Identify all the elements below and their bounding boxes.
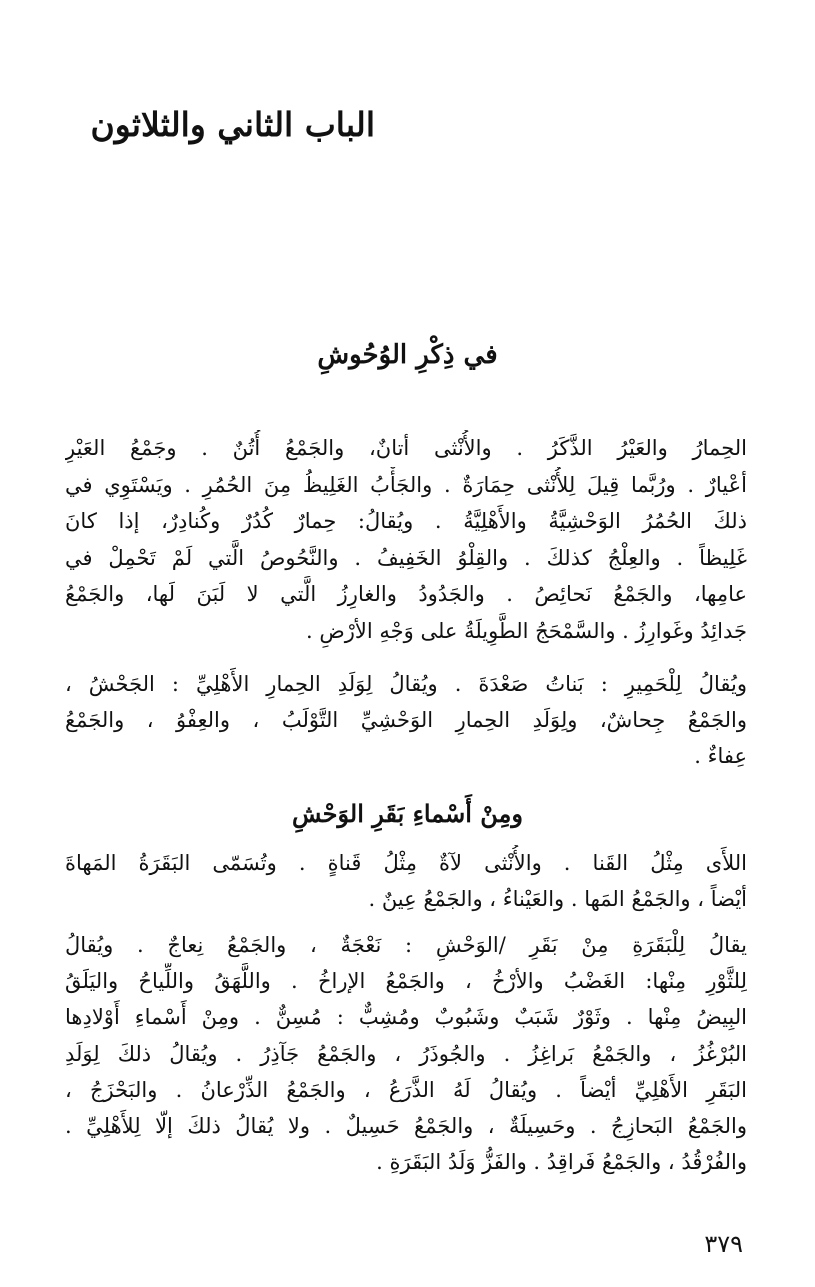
paragraph-line: غَلِيظاً . والعِلْجُ كذلكَ . والقِلْوُ الخَفِيفُ . والنَّحُوصُ الَّتي لَمْ تَحْمِلْ في: [65, 545, 747, 570]
paragraph-line: لِلثَّوْرِ مِنْها: الغَضْبُ والأرْخُ ، والجَمْعُ الإراخُ . واللَّهَقُ واللِّياحُ واليَلَقُ: [65, 969, 747, 994]
paragraph-line: عِفاءٌ .: [694, 744, 747, 768]
paragraph-line: الحِمارُ والعَيْرُ الذَّكَرُ . والأُنْثى أتانٌ، والجَمْعُ أُتُنٌ . وجَمْعُ العَيْرِ: [65, 436, 747, 460]
paragraph-line: والجَمْعُ جِحاشٌ، ولِوَلَدِ الحِمارِ الوَحْشِيِّ التَّوْلَبُ ، والعِفْوُ ، والجَمْعُ: [65, 708, 747, 732]
paragraph-line: ويُقالُ لِلْحَمِيرِ : بَناتُ صَعْدَةَ . ويُقالُ لِوَلَدِ الحِمارِ الأَهْلِيِّ : الجَحْشُ ،: [65, 672, 747, 696]
paragraph-3: [65, 845, 747, 917]
paragraph-line: اللأَى مِثْلُ القَنا . والأُنْثى لآةٌ مِثْلُ قَناةٍ . وتُسَمّى البَقَرَةُ المَهاةَ: [65, 851, 747, 875]
paragraph-line: يقالُ لِلْبَقَرَةِ مِنْ بَقَرِ /الوَحْشِ : نَعْجَةٌ ، والجَمْعُ نِعاجٌ . ويُقالُ: [65, 933, 747, 957]
paragraph-line: البَقَرِ الأَهْلِيِّ أيْضاً . ويُقالُ لَهُ الذَّرَعُ ، والجَمْعُ الذِّرْعانُ . والبَحْزَجُ ،: [65, 1077, 747, 1102]
paragraph-line: جَدائِدُ وغَوارِزُ . والسَّمْحَجُ الطَّوِيلَةُ على وَجْهِ الأرْضِ .: [306, 618, 747, 643]
paragraph-line: أيْضاً ، والجَمْعُ المَها . والعَيْناءُ ، والجَمْعُ عِينٌ .: [368, 887, 747, 911]
paragraph-line: البِيضُ مِنْها . وثَوْرٌ شَبَبٌ وشَبُوبٌ ومُشِبٌّ : مُسِنٌّ . ومِنْ أَسْماءِ أَوْلادِها: [65, 1005, 747, 1030]
chapter-title: الباب الثاني والثلاثون: [90, 105, 375, 144]
subsection-title: ومِنْ أَسْماءِ بَقَرِ الوَحْشِ: [292, 799, 523, 828]
paragraph-line: أعْيارٌ . ورُبَّما قِيلَ لِلأُنْثى حِمَارَةٌ . والجَأْبُ الغَلِيظُ مِنَ الحُمُرِ . ويَسْتَوِي في: [65, 472, 747, 497]
paragraph-line: عامِها، والجَمْعُ نَحائِصُ . والجَدُودُ والغارِزُ الَّتي لا لَبَنَ لَها، والجَمْعُ: [65, 582, 747, 606]
paragraph-line: والفُرْقُدُ ، والجَمْعُ فَراقِدُ . والفَزُّ وَلَدُ البَقَرَةِ .: [376, 1150, 747, 1175]
paragraph-1: [65, 430, 747, 649]
section-title: في ذِكْرِ الوُحُوشِ: [317, 340, 498, 370]
paragraph-line: ذلكَ الحُمُرُ الوَحْشِيَّةُ والأَهْلِيَّةُ . ويُقالُ: حِمارٌ كُدُرٌ وكُنادِرٌ، إذا كانَ: [65, 509, 747, 533]
paragraph-2: [65, 666, 747, 774]
paragraph-line: والجَمْعُ البَحازِجُ . وحَسِيلَةٌ ، والجَمْعُ حَسِيلٌ . ولا يُقالُ ذلكَ إلّا لِلأَهْلِيِّ .: [65, 1114, 747, 1139]
paragraph-4: [65, 927, 747, 1180]
page-number: ٣٧٩: [704, 1230, 743, 1258]
paragraph-line: البُرْغُزُ ، والجَمْعُ بَراغِزُ . والجُوذَرُ ، والجَمْعُ جَآذِرُ . ويُقالُ ذلكَ لِوَلَدِ: [65, 1041, 747, 1066]
